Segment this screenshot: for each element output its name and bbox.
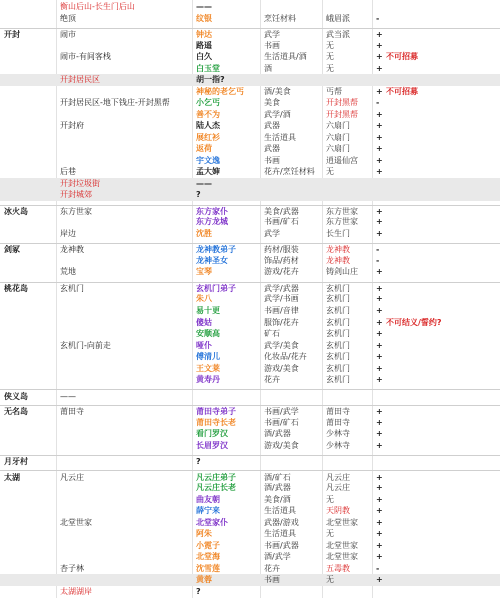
status-mark: + <box>376 540 383 550</box>
location-cell: 荒地 <box>60 267 76 277</box>
npc-name: 小霓子 <box>196 540 220 550</box>
table-row <box>0 339 500 351</box>
item-type: 饰品/药材 <box>264 255 299 265</box>
npc-name: 莆田寺弟子 <box>196 407 236 417</box>
item-type: 酒/美食 <box>264 86 291 96</box>
status-mark: - <box>376 255 380 265</box>
item-type: 生活道具 <box>264 132 296 142</box>
region-cell: 侠义岛 <box>4 391 28 401</box>
npc-name: 路遥 <box>196 40 212 50</box>
status-mark: + <box>376 440 383 450</box>
npc-name: 展红衫 <box>196 132 220 142</box>
status-mark: + <box>376 132 383 142</box>
item-type: 花卉 <box>264 563 280 573</box>
status-mark: + <box>376 483 383 493</box>
faction-cell: 无 <box>326 529 334 539</box>
faction-cell: 铸剑山庄 <box>326 267 358 277</box>
table-row <box>0 97 500 109</box>
table-row <box>0 574 500 586</box>
item-type: 药材/服装 <box>264 245 299 255</box>
note-cell: 不可结义/誓约? <box>386 317 442 327</box>
faction-cell: 开封黑帮 <box>326 98 358 108</box>
faction-cell: 丐帮 <box>326 86 342 96</box>
region-cell: 无名岛 <box>4 407 28 417</box>
table-row <box>0 132 500 144</box>
faction-cell: 六扇门 <box>326 132 350 142</box>
table-row <box>0 516 500 528</box>
status-mark: - <box>376 563 380 573</box>
faction-cell: 东方世家 <box>326 217 358 227</box>
faction-cell: 玄机门 <box>326 329 350 339</box>
npc-name: 孟大婶 <box>196 167 220 177</box>
table-row <box>0 109 500 121</box>
faction-cell: 北堂世家 <box>326 540 358 550</box>
faction-cell: 玄机门 <box>326 306 350 316</box>
location-cell: 玄机门 <box>60 283 84 293</box>
location-cell: 衡山后山-长生门后山 <box>60 2 135 12</box>
faction-cell: 长生门 <box>326 228 350 238</box>
npc-name: 易十更 <box>196 306 220 316</box>
faction-cell: 无 <box>326 575 334 585</box>
faction-cell: 无 <box>326 40 334 50</box>
location-cell: 东方世家 <box>60 206 92 216</box>
npc-name: ? <box>196 586 201 596</box>
npc-name: 莆田寺长老 <box>196 417 236 427</box>
item-type: 服饰/花卉 <box>264 317 299 327</box>
item-type: 游戏/美食 <box>264 363 299 373</box>
table-row <box>0 51 500 63</box>
faction-cell: 武当派 <box>326 30 350 40</box>
faction-cell: 北堂世家 <box>326 552 358 562</box>
faction-cell: 莆田寺 <box>326 417 350 427</box>
status-mark: + <box>376 317 383 327</box>
npc-name: 小乞丐 <box>196 98 220 108</box>
location-cell: 龙神教 <box>60 245 84 255</box>
status-mark: + <box>376 228 383 238</box>
faction-cell: 少林寺 <box>326 440 350 450</box>
faction-cell: 龙神教 <box>326 255 350 265</box>
faction-cell: 少林寺 <box>326 429 350 439</box>
location-cell: 开封垃圾街 <box>60 178 100 188</box>
status-mark: + <box>376 121 383 131</box>
table-row <box>0 216 500 228</box>
status-mark: + <box>376 294 383 304</box>
item-type: 武器 <box>264 121 280 131</box>
faction-cell: 玄机门 <box>326 283 350 293</box>
item-type: 美食 <box>264 98 280 108</box>
table-row <box>0 305 500 317</box>
npc-name: 神秘的老乞丐 <box>196 86 244 96</box>
npc-name: 沈雪莲 <box>196 563 220 573</box>
item-type: 酒/矿石 <box>264 472 291 482</box>
item-type: 书画/矿石 <box>264 417 299 427</box>
table-row <box>0 40 500 52</box>
npc-name: 东方家仆 <box>196 206 228 216</box>
faction-cell: 六扇门 <box>326 144 350 154</box>
location-cell: 太湖湖岸 <box>60 586 92 596</box>
item-type: 花卉 <box>264 375 280 385</box>
item-type: 武学/酒 <box>264 109 291 119</box>
table-row <box>0 155 500 167</box>
status-mark: - <box>376 98 380 108</box>
status-mark: + <box>376 363 383 373</box>
item-type: 武学 <box>264 30 280 40</box>
table-row <box>0 493 500 505</box>
faction-cell: 莆田寺 <box>326 407 350 417</box>
item-type: 书画/矿石 <box>264 217 299 227</box>
location-cell: 莆田寺 <box>60 407 84 417</box>
npc-name: —— <box>196 2 212 12</box>
item-type: 武学 <box>264 228 280 238</box>
region-cell: 剑冢 <box>4 245 20 255</box>
table-row <box>0 293 500 305</box>
npc-name: 哑仆 <box>196 340 212 350</box>
table-row <box>0 563 500 575</box>
table-row <box>0 351 500 363</box>
region-cell: 桃花岛 <box>4 283 28 293</box>
item-type: 书画 <box>264 575 280 585</box>
status-mark: + <box>376 506 383 516</box>
table-row <box>0 282 500 294</box>
status-mark: - <box>376 13 380 23</box>
region-cell: 开封 <box>4 30 20 40</box>
table-row <box>0 439 500 451</box>
item-type: 书画/音律 <box>264 306 299 316</box>
table-row <box>0 28 500 40</box>
item-type: 武器/游戏 <box>264 517 299 527</box>
table-row <box>0 362 500 374</box>
status-mark: + <box>376 109 383 119</box>
status-mark: + <box>376 407 383 417</box>
npc-name: 看门罗汉 <box>196 429 228 439</box>
npc-name: ? <box>196 190 201 200</box>
status-mark: + <box>376 86 383 96</box>
status-mark: + <box>376 417 383 427</box>
status-mark: + <box>376 494 383 504</box>
status-mark: + <box>376 155 383 165</box>
item-type: 书画 <box>264 40 280 50</box>
item-type: 游戏/美食 <box>264 440 299 450</box>
region-cell: 冰火岛 <box>4 206 28 216</box>
table-row <box>0 243 500 255</box>
region-cell: 月牙村 <box>4 457 28 467</box>
location-cell: 闹市-有间客栈 <box>60 52 111 62</box>
faction-cell: 玄机门 <box>326 340 350 350</box>
table-row <box>0 389 500 401</box>
table-row <box>0 416 500 428</box>
item-type: 矿石 <box>264 329 280 339</box>
table-row <box>0 189 500 201</box>
table-row <box>0 586 500 598</box>
faction-cell: 无 <box>326 494 334 504</box>
status-mark: + <box>376 340 383 350</box>
npc-name: 纹银 <box>196 13 212 23</box>
table-row <box>0 505 500 517</box>
location-cell: —— <box>60 391 76 401</box>
table-row <box>0 266 500 278</box>
faction-cell: 凡云庄 <box>326 472 350 482</box>
faction-cell: 玄机门 <box>326 317 350 327</box>
npc-name: 王文莱 <box>196 363 220 373</box>
faction-cell: 龙神教 <box>326 245 350 255</box>
npc-name: 东方龙城 <box>196 217 228 227</box>
status-mark: + <box>376 329 383 339</box>
item-type: 武学/美食 <box>264 340 299 350</box>
npc-name: 安顺高 <box>196 329 220 339</box>
status-mark: + <box>376 63 383 73</box>
status-mark: + <box>376 30 383 40</box>
npc-name: 白玉堂 <box>196 63 220 73</box>
npc-name: 宇文逸 <box>196 155 220 165</box>
status-mark: + <box>376 429 383 439</box>
status-mark: + <box>376 283 383 293</box>
location-cell: 绝顶 <box>60 13 76 23</box>
npc-name: 钟达 <box>196 30 212 40</box>
item-type: 化妆品/花卉 <box>264 352 307 362</box>
status-mark: + <box>376 472 383 482</box>
npc-name: 薛宁来 <box>196 506 220 516</box>
faction-cell: 无 <box>326 52 334 62</box>
table-row <box>0 166 500 178</box>
item-type: 生活道具/酒 <box>264 52 307 62</box>
status-mark: + <box>376 40 383 50</box>
npc-name: 凡云庄弟子 <box>196 472 236 482</box>
status-mark: + <box>376 529 383 539</box>
table-row <box>0 255 500 267</box>
status-mark: + <box>376 144 383 154</box>
item-type: 烹饪材料 <box>264 13 296 23</box>
status-mark: + <box>376 306 383 316</box>
status-mark: + <box>376 517 383 527</box>
location-cell: 闹市 <box>60 30 76 40</box>
table-row <box>0 482 500 494</box>
location-cell: 开封居民区 <box>60 75 100 85</box>
table-row <box>0 374 500 386</box>
note-cell: 不可招募 <box>386 86 418 96</box>
faction-cell: 凡云庄 <box>326 483 350 493</box>
table-row <box>0 1 500 13</box>
location-cell: 开封府 <box>60 121 84 131</box>
table-row <box>0 539 500 551</box>
npc-name: 朱八 <box>196 294 212 304</box>
faction-cell: 逍遥仙宫 <box>326 155 358 165</box>
table-row <box>0 86 500 98</box>
faction-cell: 北堂世家 <box>326 517 358 527</box>
item-type: 酒/武器 <box>264 483 291 493</box>
npc-name: 善不为 <box>196 109 220 119</box>
npc-name: 凡云庄长老 <box>196 483 236 493</box>
status-mark: + <box>376 375 383 385</box>
location-cell: 北堂世家 <box>60 517 92 527</box>
table-row <box>0 470 500 482</box>
npc-name: 傅清儿 <box>196 352 220 362</box>
item-type: 游戏/花卉 <box>264 267 299 277</box>
status-mark: + <box>376 267 383 277</box>
npc-name: 龙神圣女 <box>196 255 228 265</box>
table-row <box>0 528 500 540</box>
item-type: 书画/武器 <box>264 540 299 550</box>
faction-cell: 玄机门 <box>326 375 350 385</box>
table-row <box>0 455 500 467</box>
faction-cell: 天阴教 <box>326 506 350 516</box>
status-mark: + <box>376 575 383 585</box>
status-mark: + <box>376 52 383 62</box>
npc-name: 白久 <box>196 52 212 62</box>
npc-name: 曲友朝 <box>196 494 220 504</box>
faction-cell: 五毒教 <box>326 563 350 573</box>
faction-cell: 东方世家 <box>326 206 358 216</box>
table-row <box>0 228 500 240</box>
item-type: 武学/书画 <box>264 294 299 304</box>
location-cell: 玄机门-向前走 <box>60 340 111 350</box>
table-row <box>0 428 500 440</box>
item-type: 酒/武器 <box>264 429 291 439</box>
location-cell: 岸边 <box>60 228 76 238</box>
table-row <box>0 316 500 328</box>
table-row <box>0 143 500 155</box>
npc-name: ? <box>196 457 201 467</box>
faction-cell: 玄机门 <box>326 363 350 373</box>
npc-name: 北堂家仆 <box>196 517 228 527</box>
faction-cell: 玄机门 <box>326 294 350 304</box>
status-mark: + <box>376 167 383 177</box>
faction-cell: 无 <box>326 167 334 177</box>
location-cell: 杏子林 <box>60 563 84 573</box>
item-type: 美食/酒 <box>264 494 291 504</box>
table-row <box>0 178 500 190</box>
npc-name: 宝琴 <box>196 267 212 277</box>
npc-name: 陆人杰 <box>196 121 220 131</box>
table-row <box>0 328 500 340</box>
faction-cell: 六扇门 <box>326 121 350 131</box>
npc-name: 傻姑 <box>196 317 212 327</box>
note-cell: 不可招募 <box>386 52 418 62</box>
faction-cell: 峨眉派 <box>326 13 350 23</box>
item-type: 生活道具 <box>264 529 296 539</box>
npc-name: 长眉罗汉 <box>196 440 228 450</box>
npc-name: 沈胜 <box>196 228 212 238</box>
npc-name: 阿朱 <box>196 529 212 539</box>
item-type: 酒 <box>264 63 272 73</box>
item-type: 生活道具 <box>264 506 296 516</box>
item-type: 花卉/烹饪材料 <box>264 167 315 177</box>
item-type: 美食/武器 <box>264 206 299 216</box>
table-row <box>0 120 500 132</box>
faction-cell: 玄机门 <box>326 352 350 362</box>
status-mark: + <box>376 206 383 216</box>
table-row <box>0 551 500 563</box>
item-type: 酒/武学 <box>264 552 291 562</box>
status-mark: + <box>376 352 383 362</box>
table-row <box>0 74 500 86</box>
faction-cell: 开封黑帮 <box>326 109 358 119</box>
region-cell: 太湖 <box>4 472 20 482</box>
npc-name: 北堂海 <box>196 552 220 562</box>
table-row <box>0 205 500 217</box>
status-mark: - <box>376 245 380 255</box>
npc-name: —— <box>196 178 212 188</box>
npc-name: 黄寿丹 <box>196 375 220 385</box>
table-row <box>0 13 500 25</box>
status-mark: + <box>376 217 383 227</box>
faction-cell: 无 <box>326 63 334 73</box>
location-cell: 开封城郊 <box>60 190 92 200</box>
item-type: 武器 <box>264 144 280 154</box>
location-cell: 后巷 <box>60 167 76 177</box>
npc-name: 玄机门弟子 <box>196 283 236 293</box>
table-row <box>0 63 500 75</box>
npc-name: 胡一指? <box>196 75 225 85</box>
location-cell: 开封居民区-地下钱庄-开封黑帮 <box>60 98 170 108</box>
npc-name: 龙神教弟子 <box>196 245 236 255</box>
npc-name: 黄蓉 <box>196 575 212 585</box>
item-type: 书画/武学 <box>264 407 299 417</box>
npc-name: 返荷 <box>196 144 212 154</box>
item-type: 武学/武器 <box>264 283 299 293</box>
location-cell: 凡云庄 <box>60 472 84 482</box>
status-mark: + <box>376 552 383 562</box>
item-type: 书画 <box>264 155 280 165</box>
table-row <box>0 405 500 417</box>
